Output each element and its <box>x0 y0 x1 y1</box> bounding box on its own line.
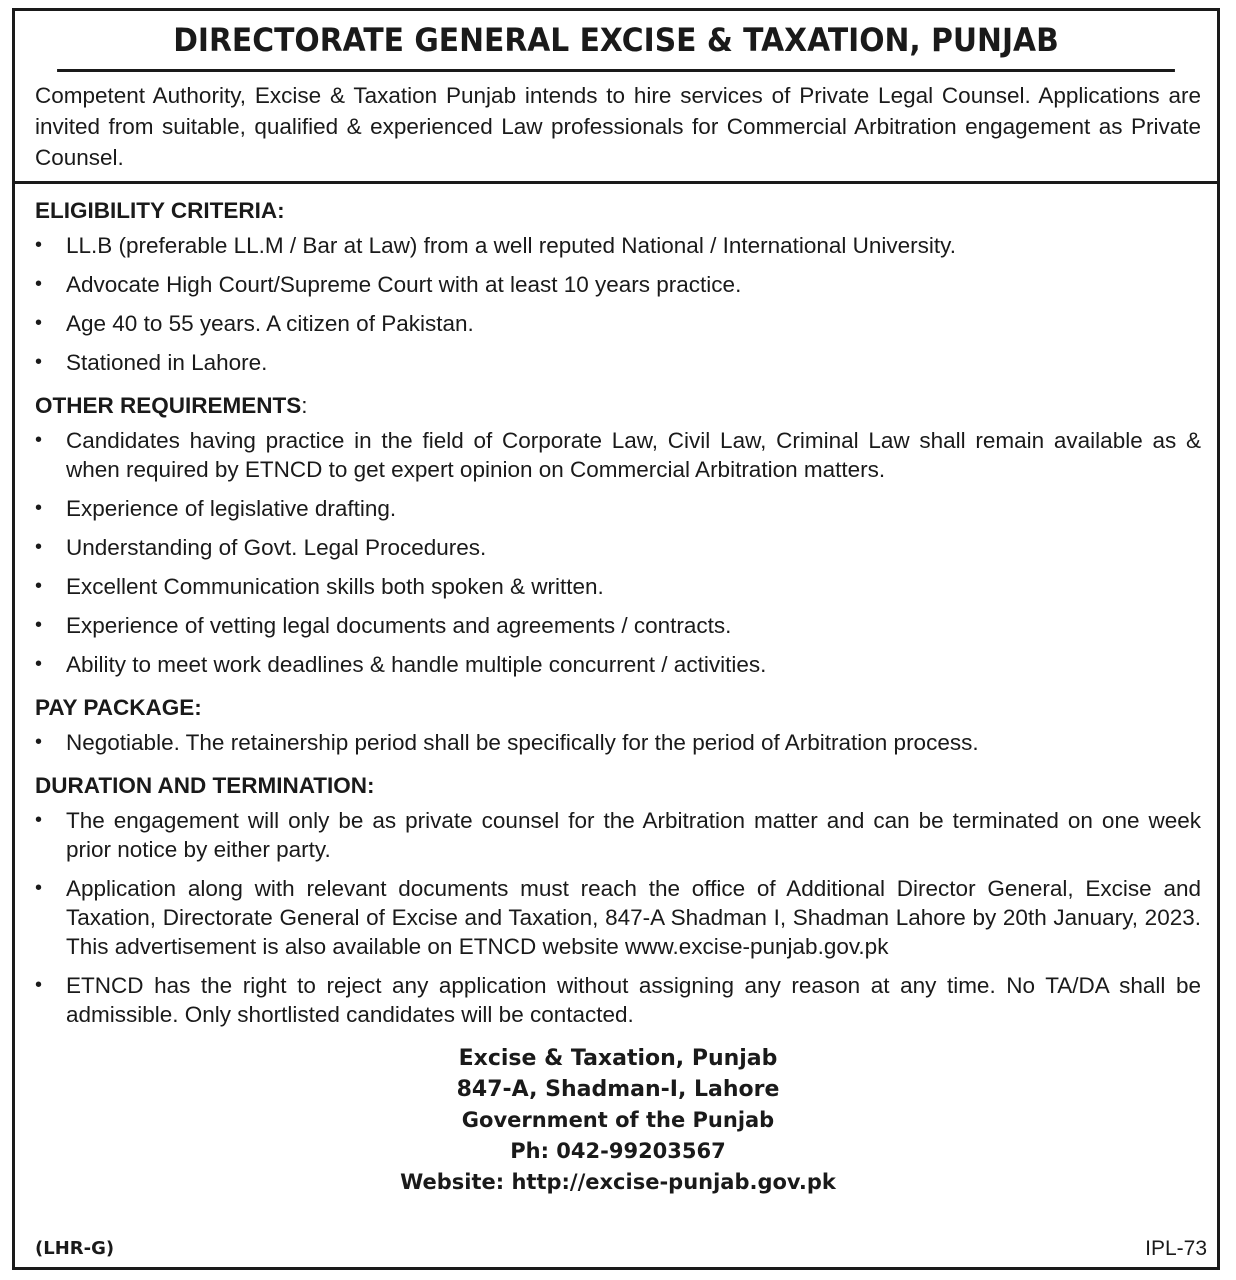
list-item: • Experience of legislative drafting. <box>35 494 1201 523</box>
list-item: • Excellent Communication skills both spoken & written. <box>35 572 1201 601</box>
list-item: • Advocate High Court/Supreme Court with at least 10 years practice. <box>35 270 1201 299</box>
list-item: • Negotiable. The retainership period shall be specifically for the period of Arbitration process. <box>35 728 1201 757</box>
advertisement-body <box>15 184 1217 1198</box>
list-item: • Application along with relevant documents must reach the office of Additional Director General, Excise and Taxation, Directorate General of Excise and Taxation, 847-A Shadman I, Shadman Lahore by 20th January, 2023. This advertisement is also available on ETNCD website www.excise-punjab.gov.pk <box>35 874 1201 961</box>
website-link: Website: http://excise-punjab.gov.pk <box>400 1170 836 1194</box>
duration-termination-heading: DURATION AND TERMINATION: <box>35 773 375 798</box>
org-address: 847-A, Shadman-I, Lahore <box>456 1077 780 1102</box>
list-item: • Age 40 to 55 years. A citizen of Pakistan. <box>35 309 1201 338</box>
advertisement-frame <box>12 8 1220 1270</box>
list-item: • Ability to meet work deadlines & handle multiple concurrent / activities. <box>35 650 1201 679</box>
contact-block <box>35 1043 1201 1198</box>
other-requirements-heading <box>35 391 1201 420</box>
government-name: Government of the Punjab <box>461 1108 775 1132</box>
phone-number: Ph: 042-99203567 <box>510 1139 726 1163</box>
eligibility-list <box>35 231 1201 377</box>
list-item: • ETNCD has the right to reject any application without assigning any reason at any time. No TA/DA shall be admissible. Only shortlisted candidates will be contacted. <box>35 971 1201 1029</box>
eligibility-heading: ELIGIBILITY CRITERIA: <box>35 198 285 223</box>
other-requirements-list <box>35 426 1201 679</box>
page-title: DIRECTORATE GENERAL EXCISE & TAXATION, PUNJAB <box>57 11 1175 72</box>
list-item: • Stationed in Lahore. <box>35 348 1201 377</box>
org-name: Excise & Taxation, Punjab <box>458 1046 778 1071</box>
other-requirements-colon: : <box>301 393 308 418</box>
intro-paragraph: Competent Authority, Excise & Taxation Punjab intends to hire services of Private Legal Counsel. Applications are invited from suitable, qualified & experienced Law professionals for Commercial Arbitration engagement as Private Counsel. <box>15 72 1217 184</box>
region-code: (LHR-G) <box>35 1238 115 1259</box>
list-item: • Experience of vetting legal documents and agreements / contracts. <box>35 611 1201 640</box>
pay-package-list <box>35 728 1201 757</box>
pay-package-heading: PAY PACKAGE: <box>35 695 202 720</box>
duration-termination-list <box>35 806 1201 1029</box>
ipl-code: IPL-73 <box>1145 1237 1207 1260</box>
list-item: • LL.B (preferable LL.M / Bar at Law) from a well reputed National / International University. <box>35 231 1201 260</box>
list-item: • Understanding of Govt. Legal Procedures. <box>35 533 1201 562</box>
other-requirements-heading-text: OTHER REQUIREMENTS <box>35 393 302 418</box>
list-item: • The engagement will only be as private counsel for the Arbitration matter and can be terminated on one week prior notice by either party. <box>35 806 1201 864</box>
list-item: • Candidates having practice in the field of Corporate Law, Civil Law, Criminal Law shall remain available as & when required by ETNCD to get expert opinion on Commercial Arbitration matters. <box>35 426 1201 484</box>
